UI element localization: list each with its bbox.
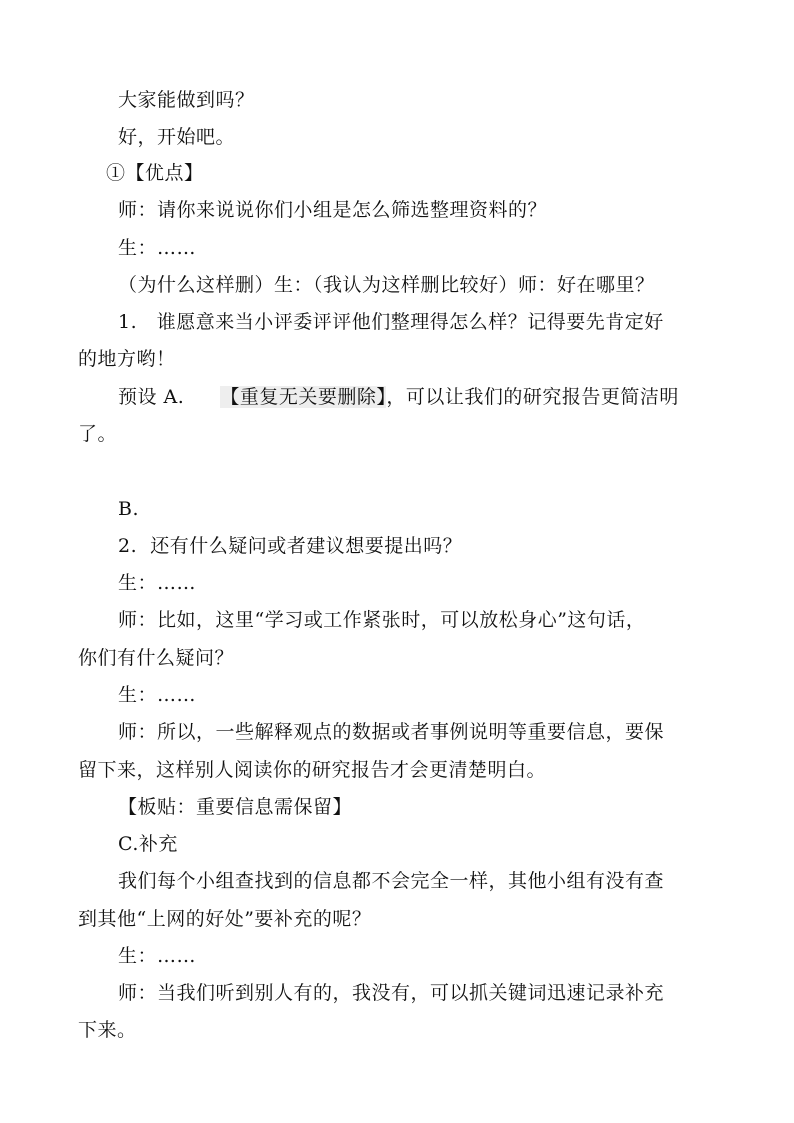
text-line: 师：请你来说说你们小组是怎么筛选整理资料的？ — [118, 199, 548, 221]
text-line: 【板贴：重要信息需保留】 — [118, 796, 353, 818]
text-line: 留下来，这样别人阅读你的研究报告才会更清楚明白。 — [78, 759, 547, 781]
text-line: 生：…… — [118, 572, 197, 594]
text-line: 下来。 — [78, 1019, 137, 1041]
text-line: 师：比如，这里“学习或工作紧张时，可以放松身心”这句话， — [118, 609, 646, 631]
text-line: 的地方哟！ — [78, 348, 176, 370]
text-line: ①【优点】 — [106, 162, 204, 184]
text-line: 生：…… — [118, 237, 197, 259]
text-line: 1. 谁愿意来当小评委评评他们整理得怎么样？记得要先肯定好 — [118, 311, 664, 333]
preset-text: ，可以让我们的研究报告更简洁明 — [386, 386, 679, 408]
text-line: 到其他“上网的好处”要补充的呢？ — [78, 908, 372, 930]
text-line: 生：…… — [118, 945, 197, 967]
text-line: 师：所以，一些解释观点的数据或者事例说明等重要信息，要保 — [118, 721, 665, 743]
text-line: 你们有什么疑问？ — [78, 647, 235, 669]
text-line: 好，开始吧。 — [118, 126, 236, 148]
text-line: 师：当我们听到别人有的，我没有，可以抓关键词迅速记录补充 — [118, 982, 665, 1004]
text-line — [118, 385, 679, 409]
text-line: （为什么这样删）生：（我认为这样删比较好）师：好在哪里？ — [118, 274, 655, 296]
text-line: 2. 还有什么疑问或者建议想要提出吗？ — [118, 535, 463, 557]
preset-label: 预设 A. — [118, 386, 185, 408]
text-line: 了。 — [78, 423, 118, 445]
text-line: C.补充 — [118, 833, 178, 855]
text-line: B. — [118, 498, 140, 520]
text-line: 我们每个小组查找到的信息都不会完全一样，其他小组有没有查 — [118, 870, 665, 892]
text-line: 大家能做到吗？ — [118, 89, 255, 111]
text-line: 生：…… — [118, 684, 197, 706]
highlighted-board-note: 【重复无关要删除】 — [220, 386, 387, 408]
